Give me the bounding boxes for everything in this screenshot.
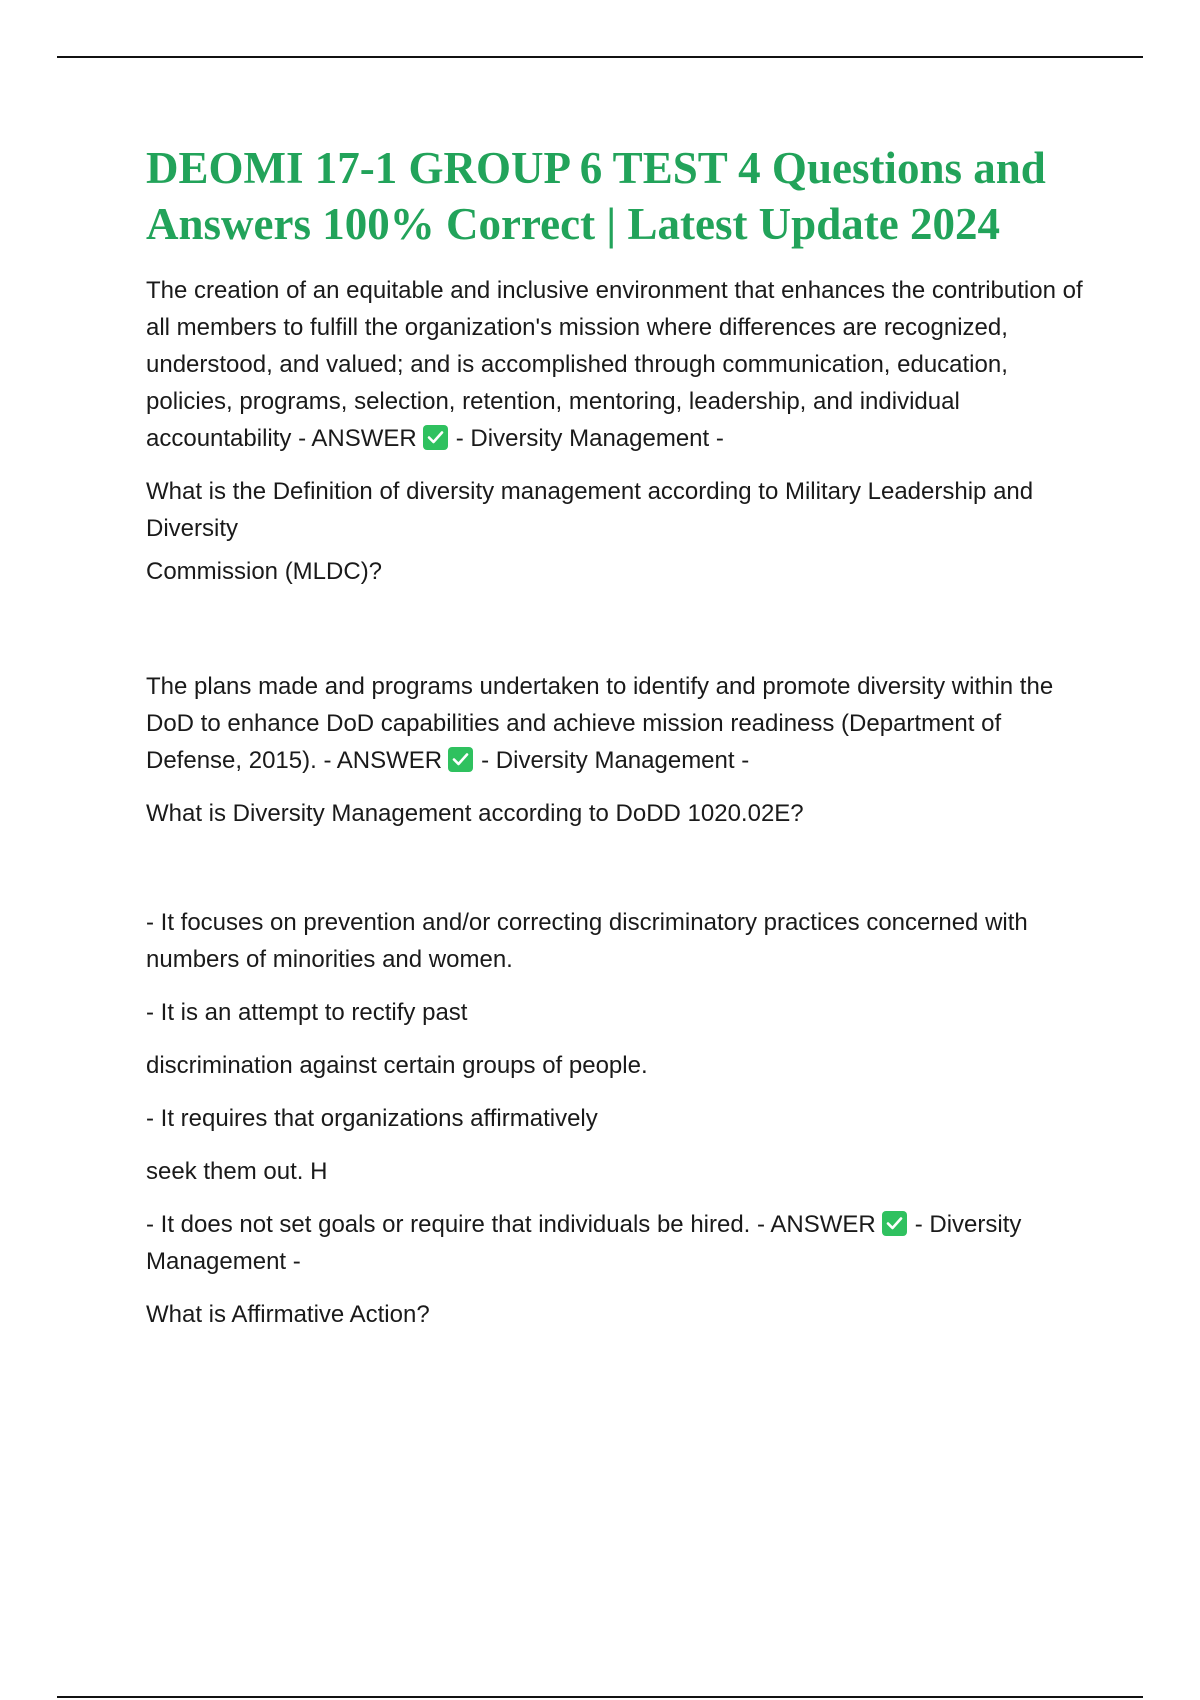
topic-label: - Diversity Management - <box>455 425 724 452</box>
question-1-line-1: What is the Definition of diversity management according to Military Leadership and Diversity <box>146 478 1034 542</box>
top-rule <box>57 56 1143 58</box>
check-box-icon <box>882 1211 907 1236</box>
check-box-icon <box>423 425 448 450</box>
answer-paragraph-1 <box>146 272 1096 457</box>
question-3: What is Affirmative Action? <box>146 1301 430 1328</box>
answer-3-line-1: - It focuses on prevention and/or correcting discriminatory practices concerned with numbers of minorities and women. <box>146 909 1028 973</box>
answer-3-line-3: discrimination against certain groups of people. <box>146 1052 648 1079</box>
answer-3-line-5: seek them out. H <box>146 1158 328 1185</box>
topic-label: - Diversity Management - <box>146 1211 1022 1275</box>
answer-3-line-6 <box>146 1206 1096 1280</box>
section-gap <box>146 848 1096 904</box>
section-gap <box>146 606 1096 668</box>
document-title: DEOMI 17-1 GROUP 6 TEST 4 Questions and Answers 100% Correct | Latest Update 2024 <box>146 143 1046 249</box>
answer-text: The creation of an equitable and inclusive environment that enhances the contribution of all members to fulfill the organization's mission where differences are recognized, understood, and valued; and is accomplished through communication, education, policies, programs, selection, retention, mentoring, leadership, and individual accountability - ANSWER <box>146 277 1083 452</box>
question-2: What is Diversity Management according to DoDD 1020.02E? <box>146 800 804 827</box>
answer-paragraph-2 <box>146 668 1096 779</box>
answer-3-line-4: - It requires that organizations affirmatively <box>146 1105 598 1132</box>
question-1-line-2: Commission (MLDC)? <box>146 558 383 585</box>
bottom-rule <box>57 1696 1143 1698</box>
answer-3-line-2: - It is an attempt to rectify past <box>146 999 468 1026</box>
answer-text: The plans made and programs undertaken to identify and promote diversity within the DoD to enhance DoD capabilities and achieve mission readiness (Department of Defense, 2015). - ANSWER <box>146 673 1054 774</box>
answer-text: - It does not set goals or require that individuals be hired. - ANSWER <box>146 1211 876 1238</box>
check-box-icon <box>448 747 473 772</box>
topic-label: - Diversity Management - <box>481 747 750 774</box>
document-body <box>146 140 1096 1349</box>
